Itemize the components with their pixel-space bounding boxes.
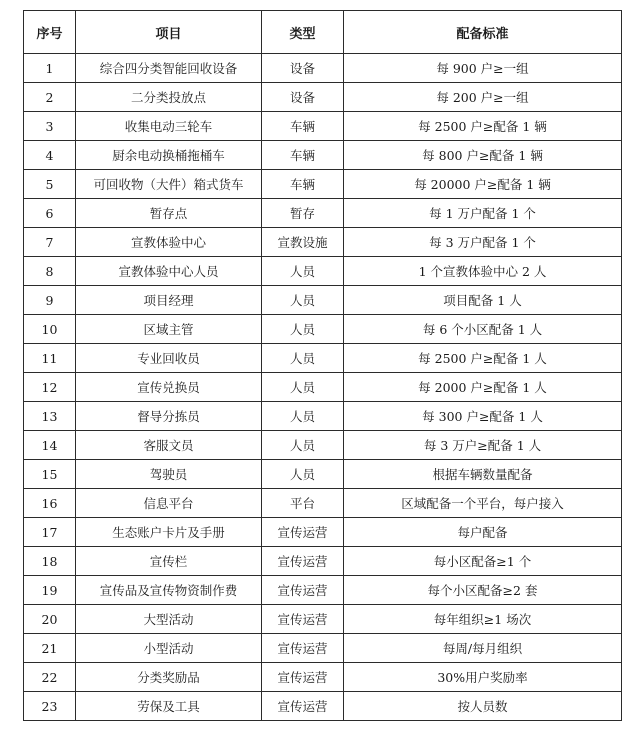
cell-item: 客服文员 <box>76 431 262 460</box>
table-row <box>24 547 622 576</box>
cell-item: 收集电动三轮车 <box>76 112 262 141</box>
cell-standard: 每周/每月组织 <box>344 634 622 663</box>
cell-item: 宣传兑换员 <box>76 373 262 402</box>
cell-item: 督导分拣员 <box>76 402 262 431</box>
cell-type: 人员 <box>262 257 344 286</box>
cell-item: 综合四分类智能回收设备 <box>76 54 262 83</box>
cell-item: 宣传栏 <box>76 547 262 576</box>
cell-no: 22 <box>24 663 76 692</box>
cell-type: 人员 <box>262 286 344 315</box>
cell-no: 17 <box>24 518 76 547</box>
cell-item: 小型活动 <box>76 634 262 663</box>
cell-type: 宣教设施 <box>262 228 344 257</box>
cell-type: 宣传运营 <box>262 547 344 576</box>
cell-no: 8 <box>24 257 76 286</box>
header-item: 项目 <box>76 11 262 54</box>
cell-standard: 每 2000 户≥配备 1 人 <box>344 373 622 402</box>
cell-no: 14 <box>24 431 76 460</box>
cell-standard: 区域配备一个平台，每户接入 <box>344 489 622 518</box>
table-row <box>24 315 622 344</box>
standards-table-container <box>23 10 621 721</box>
table-row <box>24 141 622 170</box>
cell-no: 18 <box>24 547 76 576</box>
cell-standard: 项目配备 1 人 <box>344 286 622 315</box>
cell-standard: 每 3 万户配备 1 个 <box>344 228 622 257</box>
cell-item: 大型活动 <box>76 605 262 634</box>
table-row <box>24 663 622 692</box>
cell-standard: 30%用户奖励率 <box>344 663 622 692</box>
cell-standard: 每 3 万户≥配备 1 人 <box>344 431 622 460</box>
cell-standard: 按人员数 <box>344 692 622 721</box>
cell-item: 宣传品及宣传物资制作费 <box>76 576 262 605</box>
cell-standard: 每年组织≥1 场次 <box>344 605 622 634</box>
table-row <box>24 286 622 315</box>
cell-type: 车辆 <box>262 170 344 199</box>
table-row <box>24 373 622 402</box>
cell-type: 宣传运营 <box>262 692 344 721</box>
cell-item: 二分类投放点 <box>76 83 262 112</box>
table-row <box>24 112 622 141</box>
cell-no: 7 <box>24 228 76 257</box>
cell-standard: 每 200 户≥一组 <box>344 83 622 112</box>
cell-no: 1 <box>24 54 76 83</box>
table-row <box>24 634 622 663</box>
table-row <box>24 489 622 518</box>
table-row <box>24 692 622 721</box>
table-body <box>24 54 622 721</box>
cell-item: 信息平台 <box>76 489 262 518</box>
cell-type: 宣传运营 <box>262 634 344 663</box>
table-header-row <box>24 11 622 54</box>
cell-type: 车辆 <box>262 112 344 141</box>
cell-item: 劳保及工具 <box>76 692 262 721</box>
table-row <box>24 199 622 228</box>
header-standard: 配备标准 <box>344 11 622 54</box>
cell-standard: 1 个宣教体验中心 2 人 <box>344 257 622 286</box>
cell-item: 暂存点 <box>76 199 262 228</box>
table-row <box>24 228 622 257</box>
cell-standard: 每小区配备≥1 个 <box>344 547 622 576</box>
cell-type: 平台 <box>262 489 344 518</box>
cell-type: 人员 <box>262 402 344 431</box>
cell-no: 21 <box>24 634 76 663</box>
cell-type: 设备 <box>262 83 344 112</box>
cell-type: 暂存 <box>262 199 344 228</box>
cell-item: 厨余电动换桶拖桶车 <box>76 141 262 170</box>
table-row <box>24 83 622 112</box>
cell-type: 宣传运营 <box>262 663 344 692</box>
cell-standard: 每户配备 <box>344 518 622 547</box>
equipment-standards-table <box>23 10 622 721</box>
cell-no: 13 <box>24 402 76 431</box>
cell-item: 专业回收员 <box>76 344 262 373</box>
table-row <box>24 605 622 634</box>
cell-no: 20 <box>24 605 76 634</box>
cell-no: 16 <box>24 489 76 518</box>
cell-item: 驾驶员 <box>76 460 262 489</box>
cell-type: 人员 <box>262 460 344 489</box>
cell-standard: 每 800 户≥配备 1 辆 <box>344 141 622 170</box>
cell-standard: 每 1 万户配备 1 个 <box>344 199 622 228</box>
cell-no: 23 <box>24 692 76 721</box>
cell-no: 2 <box>24 83 76 112</box>
cell-standard: 每 6 个小区配备 1 人 <box>344 315 622 344</box>
table-row <box>24 576 622 605</box>
cell-item: 分类奖励品 <box>76 663 262 692</box>
table-row <box>24 518 622 547</box>
cell-type: 人员 <box>262 373 344 402</box>
header-no: 序号 <box>24 11 76 54</box>
cell-type: 设备 <box>262 54 344 83</box>
cell-no: 11 <box>24 344 76 373</box>
cell-type: 宣传运营 <box>262 605 344 634</box>
table-row <box>24 460 622 489</box>
cell-standard: 每 20000 户≥配备 1 辆 <box>344 170 622 199</box>
cell-type: 人员 <box>262 431 344 460</box>
cell-no: 19 <box>24 576 76 605</box>
cell-item: 项目经理 <box>76 286 262 315</box>
cell-no: 9 <box>24 286 76 315</box>
cell-no: 12 <box>24 373 76 402</box>
table-row <box>24 257 622 286</box>
cell-type: 宣传运营 <box>262 518 344 547</box>
cell-item: 区域主管 <box>76 315 262 344</box>
header-type: 类型 <box>262 11 344 54</box>
cell-no: 5 <box>24 170 76 199</box>
cell-item: 可回收物（大件）箱式货车 <box>76 170 262 199</box>
table-row <box>24 54 622 83</box>
cell-standard: 每个小区配备≥2 套 <box>344 576 622 605</box>
cell-no: 15 <box>24 460 76 489</box>
cell-type: 宣传运营 <box>262 576 344 605</box>
cell-standard: 每 900 户≥一组 <box>344 54 622 83</box>
cell-type: 车辆 <box>262 141 344 170</box>
cell-standard: 每 2500 户≥配备 1 人 <box>344 344 622 373</box>
cell-item: 生态账户卡片及手册 <box>76 518 262 547</box>
cell-standard: 根据车辆数量配备 <box>344 460 622 489</box>
table-row <box>24 402 622 431</box>
cell-item: 宣教体验中心 <box>76 228 262 257</box>
table-row <box>24 170 622 199</box>
cell-no: 4 <box>24 141 76 170</box>
cell-type: 人员 <box>262 315 344 344</box>
cell-no: 6 <box>24 199 76 228</box>
cell-item: 宣教体验中心人员 <box>76 257 262 286</box>
cell-standard: 每 300 户≥配备 1 人 <box>344 402 622 431</box>
cell-no: 3 <box>24 112 76 141</box>
cell-standard: 每 2500 户≥配备 1 辆 <box>344 112 622 141</box>
cell-no: 10 <box>24 315 76 344</box>
table-row <box>24 344 622 373</box>
cell-type: 人员 <box>262 344 344 373</box>
table-row <box>24 431 622 460</box>
